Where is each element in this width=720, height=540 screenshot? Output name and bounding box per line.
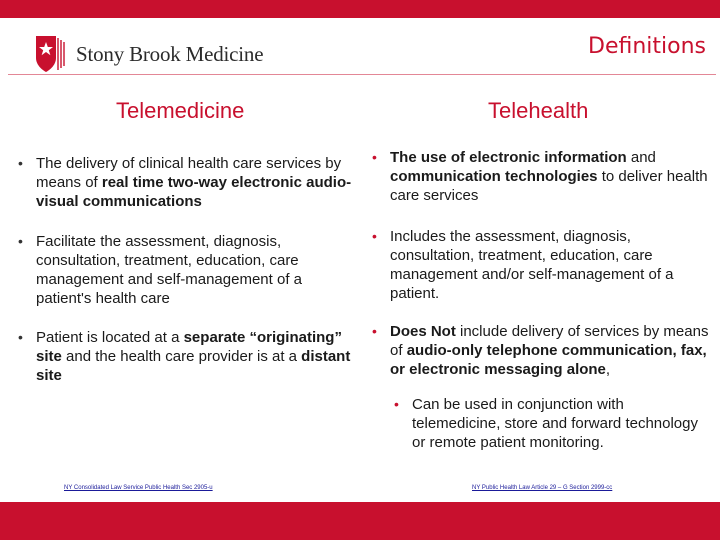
telehealth-bullet	[372, 227, 712, 303]
bullet-dot-icon: •	[372, 228, 377, 244]
telemedicine-bullet	[18, 328, 358, 385]
logo-wordmark: Stony Brook Medicine	[76, 41, 264, 66]
telehealth-heading: Telehealth	[488, 98, 589, 123]
bullet-dot-icon: •	[394, 396, 399, 412]
bullet-dot-icon: •	[18, 329, 23, 345]
telemedicine-bullet	[18, 232, 358, 308]
bullet-text: Facilitate the assessment, diagnosis, consultation, treatment, education, care management and self-management of a patient's health care	[36, 233, 302, 307]
telehealth-citation-link[interactable]: NY Public Health Law Article 29 – G Section 2999-cc	[472, 485, 613, 491]
star-shield-icon	[34, 34, 68, 74]
top-accent-bar	[0, 0, 720, 18]
telehealth-sub-bullet	[372, 395, 712, 452]
bullet-text: Can be used in conjunction with telemedicine, store and forward technology or remote patient monitoring.	[412, 396, 698, 451]
title-divider	[8, 74, 716, 75]
bullet-dot-icon: •	[372, 149, 377, 165]
telemedicine-citation-link[interactable]: NY Consolidated Law Service Public Health Sec 2905-u	[64, 485, 213, 491]
telehealth-bullet	[372, 322, 712, 379]
telemedicine-bullet-list	[18, 154, 358, 385]
bullet-dot-icon: •	[18, 155, 23, 171]
bullet-text: The delivery of clinical health care services by means of real time two-way electronic audio-visual communications	[36, 155, 352, 210]
bullet-text: The use of electronic information and communication technologies to deliver health care services	[390, 149, 708, 204]
bottom-accent-bar	[0, 502, 720, 540]
slide-title: Definitions	[588, 34, 706, 59]
telemedicine-heading: Telemedicine	[116, 98, 245, 123]
telehealth-bullet	[372, 148, 712, 205]
bullet-text: Patient is located at a separate “originating” site and the health care provider is at a distant site	[36, 329, 351, 384]
telehealth-bullet-list	[372, 148, 712, 452]
bullet-text: Includes the assessment, diagnosis, consultation, treatment, education, care management and/or self-management of a patient.	[390, 228, 674, 302]
bullet-dot-icon: •	[18, 233, 23, 249]
bullet-dot-icon: •	[372, 323, 377, 339]
bullet-text: Does Not include delivery of services by means of audio-only telephone communication, fax, or electronic messaging alone,	[390, 323, 709, 378]
telemedicine-bullet	[18, 154, 358, 211]
logo	[34, 34, 263, 74]
